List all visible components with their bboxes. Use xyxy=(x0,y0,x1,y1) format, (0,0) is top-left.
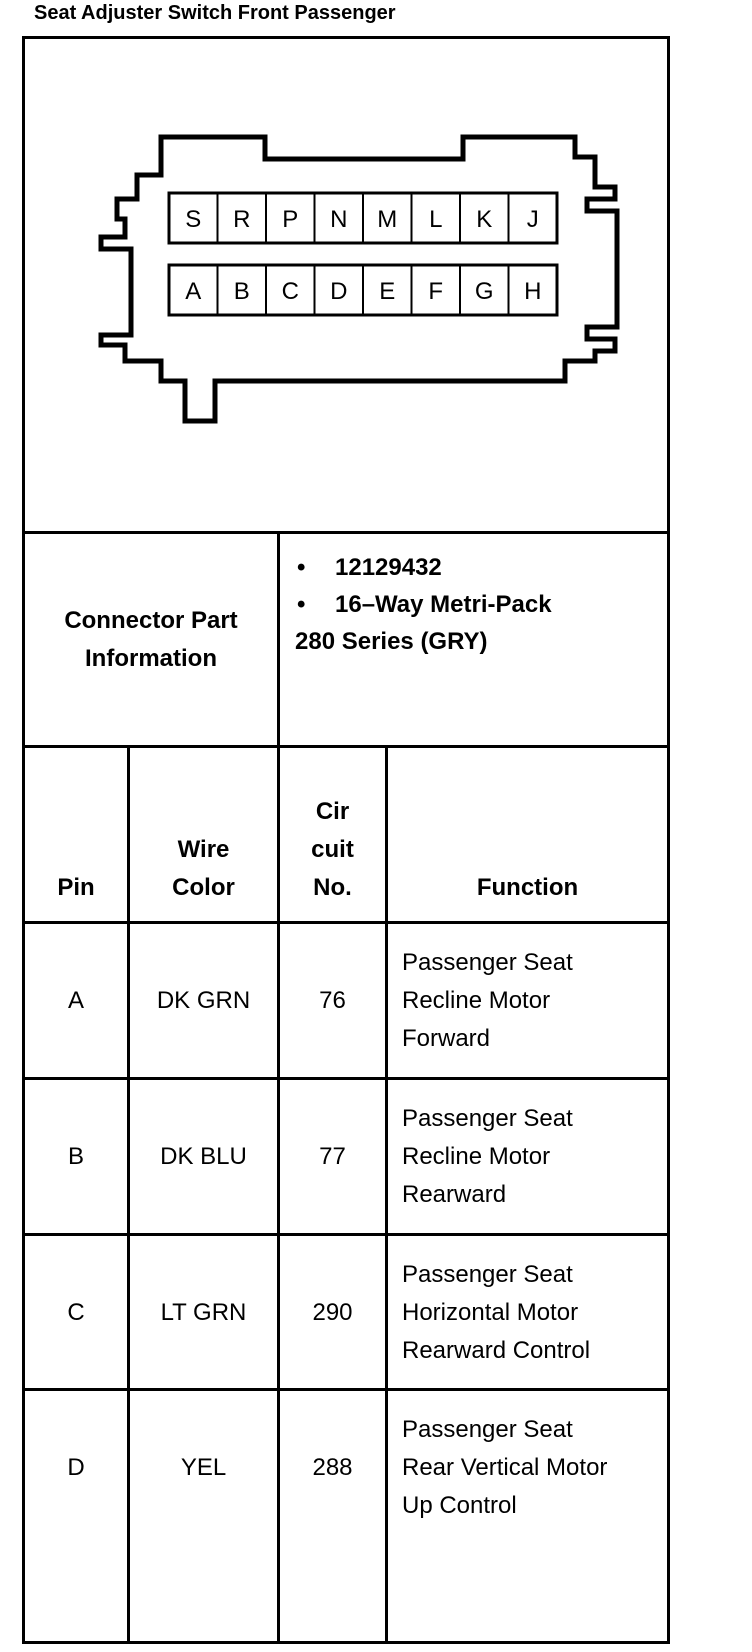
cell-function: Passenger Seat Recline Motor Forward xyxy=(402,948,573,1052)
pin-label: B xyxy=(233,278,250,305)
pin-label: G xyxy=(474,278,494,305)
connector-series: 280 Series (GRY) xyxy=(295,628,488,655)
cell-pin: C xyxy=(67,1298,85,1326)
part-info-label-line1: Connector Part xyxy=(64,606,238,634)
pin-label: L xyxy=(429,206,443,233)
cell-wire-color: LT GRN xyxy=(160,1298,247,1326)
bullet-icon: • xyxy=(297,554,306,581)
connector-table xyxy=(22,36,670,1644)
cell-pin: A xyxy=(67,986,84,1014)
pin-label: P xyxy=(282,206,299,233)
pin-label: C xyxy=(281,278,299,305)
pin-label: J xyxy=(526,206,539,233)
pin-label: S xyxy=(185,206,202,233)
cell-wire-color: DK GRN xyxy=(156,986,251,1014)
cell-pin: D xyxy=(67,1453,85,1481)
pin-label: F xyxy=(428,278,444,305)
header-circuit-number: Cir cuit No. xyxy=(311,798,354,901)
cell-circuit-number: 288 xyxy=(312,1453,353,1481)
pin-label: E xyxy=(379,278,396,305)
header-wire-color: Wire Color xyxy=(172,836,235,901)
page-title: Seat Adjuster Switch Front Passenger xyxy=(34,2,396,24)
header-pin: Pin xyxy=(57,874,95,901)
connector-face-diagram xyxy=(25,39,667,531)
pin-label: A xyxy=(185,278,202,305)
cell-function: Passenger Seat Rear Vertical Motor Up Control xyxy=(402,1415,608,1519)
part-info-details xyxy=(295,549,552,660)
pin-label: D xyxy=(330,278,348,305)
connector-type: 16–Way Metri-Pack xyxy=(335,591,552,618)
pin-label: R xyxy=(233,206,251,233)
pin-label: N xyxy=(330,206,348,233)
list-item xyxy=(295,586,552,623)
cell-circuit-number: 290 xyxy=(312,1298,353,1326)
cell-wire-color: DK BLU xyxy=(160,1142,247,1170)
part-info-label xyxy=(25,534,277,745)
cell-circuit-number: 76 xyxy=(319,986,346,1014)
bullet-icon: • xyxy=(297,591,306,618)
part-info-label-line2: Information xyxy=(85,644,217,672)
pin-label: H xyxy=(524,278,542,305)
cell-function: Passenger Seat Horizontal Motor Rearward Control xyxy=(402,1260,591,1364)
header-function: Function xyxy=(476,874,579,901)
list-item xyxy=(295,549,552,586)
cell-pin: B xyxy=(67,1142,84,1170)
cell-function: Passenger Seat Recline Motor Rearward xyxy=(402,1104,573,1208)
pin-label: K xyxy=(476,206,493,233)
pin-label: M xyxy=(377,206,398,233)
cell-wire-color: YEL xyxy=(180,1453,227,1481)
part-number: 12129432 xyxy=(335,554,442,581)
cell-circuit-number: 77 xyxy=(319,1142,346,1170)
